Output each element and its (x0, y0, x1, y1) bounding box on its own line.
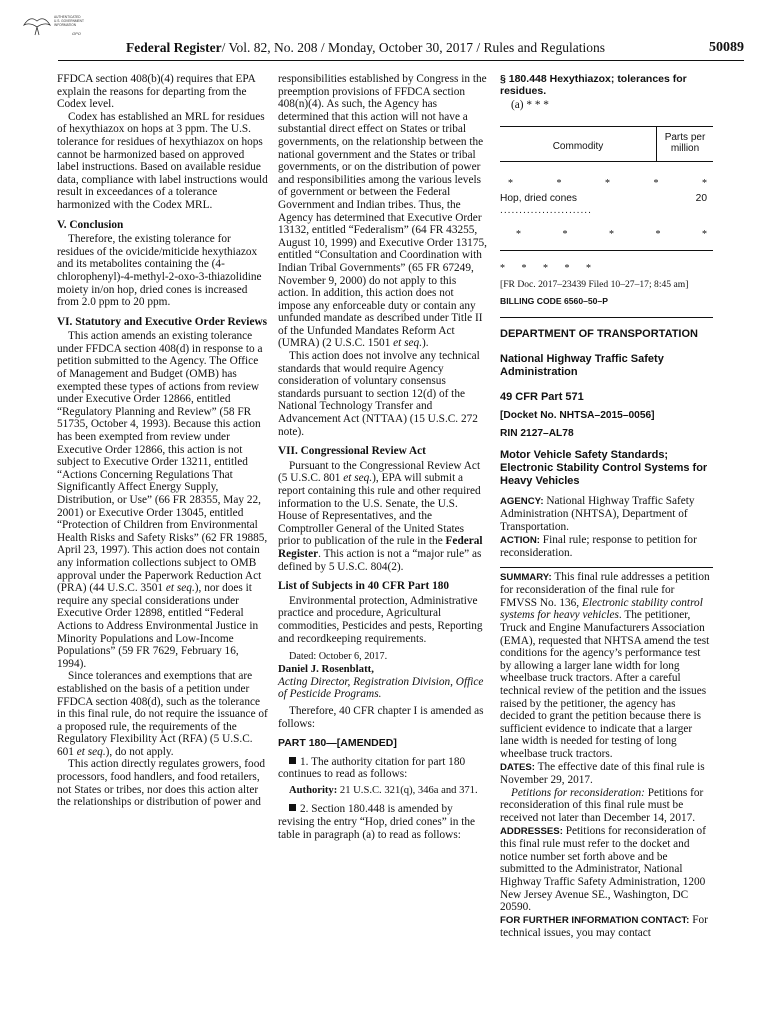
paragraph: Environmental protection, Administrative practice and procedure, Agricultural commodities, Pesticides and pests, Reporting and recordkeeping requirements. (278, 594, 483, 645)
table-header (500, 127, 713, 163)
department-name: DEPARTMENT OF TRANSPORTATION (500, 328, 698, 341)
publication-name: Federal Register (126, 40, 222, 55)
signer-name: Daniel J. Rosenblatt, (278, 663, 374, 676)
section-heading: VII. Congressional Review Act (278, 445, 426, 458)
summary-block: SUMMARY: This final rule addresses a petition for reconsideration of the final rule for FMVSS No. 136, Electronic stability control systems for heavy vehicles. The petitioner, Truck and Engine Manufacturers Association (EMA), requested that NHTSA amend the test conditions for the agency’s performance test by allowing a larger lane width for long wheelbase truck tractors. After a careful technical review of the petition and the issues raised by the petitioner, the agency has decided to grant the petition because there is sufficient evidence to indicate that a larger lane width is needed for testing of long wheelbase truck tractors. (500, 570, 710, 760)
svg-text:U.S. GOVERNMENT: U.S. GOVERNMENT (54, 19, 84, 23)
column-1 (57, 73, 268, 809)
bullet-square-icon (289, 804, 296, 811)
amendment-2: 2. Section 180.448 is amended by revising the entry “Hop, dried cones” in the table in paragraph (a) to read as follows: (278, 803, 476, 841)
paragraph: Therefore, the existing tolerance for residues of the ovicide/miticide hexythiazox and its metabolites containing the (4-chlorophenyl)-4-methyl-2-oxo-3-thiazolidine moiety in/on hop, dried cones is increased from 2.0 ppm to 20 ppm. (57, 233, 262, 309)
svg-text:INFORMATION: INFORMATION (54, 23, 77, 27)
paragraph: Since tolerances and exemptions that are established on the basis of a petition under FFDCA section 408(d), such as the tolerance in this final rule, do not require the issuance of a proposed rule, the requirements of the Regulatory Flexibility Act (RFA) (5 U.S.C. 601 et seq.), do not apply. (57, 670, 268, 758)
svg-text:GPO: GPO (72, 31, 81, 36)
svg-text:AUTHENTICATED: AUTHENTICATED (54, 15, 81, 19)
docket-number: [Docket No. NHTSA–2015–0056] (500, 409, 655, 421)
action-block: ACTION: Final rule; response to petition for reconsideration. (500, 533, 697, 560)
rin-number: RIN 2127–AL78 (500, 428, 574, 440)
part-heading: PART 180—[AMENDED] (278, 737, 397, 750)
fr-doc-line: [FR Doc. 2017–23439 Filed 10–27–17; 8:45 am] (500, 279, 689, 291)
table-omission-stars: * * * * * (516, 228, 707, 240)
running-head (126, 40, 605, 56)
paragraph: responsibilities established by Congress in the preemption provisions of FFDCA section 408(n)(4). As such, the Agency has determined that this action will not have a substantial direct effect on States or tribal governments, on the relationship between the national government and the States or tribal governments, or on the distribution of power and responsibilities among the various levels of government or between the Federal Government and Indian tribes. Thus, the Agency has determined that Executive Order 13132, entitled “Federalism” (64 FR 43255, August 10, 1999) and Executive Order 13175, entitled “Consultation and Coordination with Indian Tribal Governments” (65 FR 67249, November 9, 2000) do not apply to this action. In addition, this action does not impose any enforceable duty or contain any unfunded mandate as described under Title II of the Unfunded Mandates Reform Act (UMRA) (2 U.S.C. 1501 et seq.). (278, 73, 487, 350)
header-parts-per-million: Parts per million (664, 131, 706, 154)
table-row (500, 191, 713, 218)
paragraph: This action amends an existing tolerance under FFDCA section 408(d) in response to a petition submitted to the Agency. The Office of Management and Budget (OMB) has exempted these types of actions from review under Executive Order 12866, entitled “Regulatory Planning and Review” (58 FR 51735, October 4, 1993). Because this action has been exempted from review under Executive Order 12866, this action is not subject to Executive Order 13211, entitled “Actions Concerning Regulations That Significantly Affect Energy Supply, Distribution, or Use” (66 FR 28355, May 22, 2001) or Executive Order 13045, entitled “Protection of Children from Environmental Health Risks and Safety Risks” (62 FR 19885, April 23, 1997). This action does not contain any information collections subject to OMB approval under the Paperwork Reduction Act (PRA) (44 U.S.C. 3501 et seq.), nor does it require any special considerations under Executive Order 12898, entitled “Federal Actions to Address Environmental Justice in Minority Populations and Low-Income Populations” (59 FR 7629, February 16, 1994). (57, 330, 268, 670)
omission-stars: * * * * * (500, 262, 591, 274)
section-heading: VI. Statutory and Executive Order Reviews (57, 315, 268, 328)
column-2 (278, 73, 488, 841)
document-separator (500, 317, 713, 318)
commodity-cell: Hop, dried cones ........................ (500, 192, 592, 217)
page-number: 50089 (709, 40, 744, 55)
paragraph: Therefore, 40 CFR chapter I is amended as follows: (278, 704, 484, 730)
billing-code: BILLING CODE 6560–50–P (500, 295, 608, 306)
header-commodity: Commodity (500, 127, 657, 162)
authority-citation: Authority: 21 U.S.C. 321(q), 346a and 371. (289, 784, 478, 796)
regulation-section-heading: § 180.448 Hexythiazox; tolerances for residues. (500, 73, 687, 97)
issue-details: / Vol. 82, No. 208 / Monday, October 30, 2017 / Rules and Regulations (221, 40, 605, 55)
petitions-block: Petitions for reconsideration: Petitions for reconsideration of this final rule must be received not later than December 14, 2017. (500, 786, 704, 824)
contact-block: FOR FURTHER INFORMATION CONTACT: For technical issues, you may contact (500, 913, 708, 940)
dates-block: DATES: The effective date of this final rule is November 29, 2017. (500, 760, 705, 787)
paragraph: Pursuant to the Congressional Review Act (5 U.S.C. 801 et seq.), EPA will submit a report containing this rule and other required information to the U.S. Senate, the U.S. House of Representatives, and the Comptroller General of the United States prior to publication of the rule in the Federal Register. This action is not a “major rule” as defined by 5 U.S.C. 804(2). (278, 459, 483, 573)
tolerance-table (500, 126, 713, 251)
agency-block: AGENCY: National Highway Traffic Safety Administration (NHTSA), Department of Transportation. (500, 494, 695, 533)
header-rule (58, 60, 744, 61)
agency-name: National Highway Traffic Safety Administration (500, 352, 664, 378)
eagle-icon (24, 19, 50, 35)
ppm-cell: 20 (695, 192, 707, 204)
amendment-1: 1. The authority citation for part 180 continues to read as follows: (278, 755, 466, 781)
gpo-authentication-seal (20, 12, 100, 38)
signer-title: Acting Director, Registration Division, Office of Pesticide Programs. (278, 675, 484, 701)
column-3 (500, 73, 713, 940)
dated-line: Dated: October 6, 2017. (289, 651, 388, 663)
paragraph: This action directly regulates growers, food processors, food handlers, and food retailers, not States or tribes, nor does this action alter the relationships or distribution of power and (57, 758, 266, 809)
bullet-square-icon (289, 757, 296, 764)
section-heading: V. Conclusion (57, 218, 124, 231)
table-omission-stars: * * * * * (508, 178, 707, 190)
paragraph: FFDCA section 408(b)(4) requires that EPA explain the reasons for departing from the Codex level. (57, 73, 256, 111)
section-heading: List of Subjects in 40 CFR Part 180 (278, 580, 450, 593)
running-header (0, 38, 768, 58)
cfr-part: 49 CFR Part 571 (500, 390, 584, 403)
paragraph-a: (a) * * * (511, 99, 549, 111)
paragraph: This action does not involve any technical standards that would require Agency consideration of voluntary consensus standards pursuant to section 12(d) of the National Technology Transfer and Advancement Act (NTTAA) (15 U.S.C. 272 note). (278, 350, 480, 438)
addresses-block: ADDRESSES: Petitions for reconsideration of this final rule must refer to the docket and notice number set forth above and be submitted to the Administrator, National Highway Traffic Safety Administration, 1200 New Jersey Avenue SE., Washington, DC 20590. (500, 824, 706, 914)
paragraph: Codex has established an MRL for residues of hexythiazox on hops at 3 ppm. The U.S. tolerance for residues of hexythiazox on hops cannot be harmonized based on approved label instructions. Based on available residue data, compliance with label instructions would result in exceedances of a tolerance harmonized with the Codex MRL. (57, 110, 268, 211)
rule-title: Motor Vehicle Safety Standards; Electronic Stability Control Systems for Heavy Vehicles (500, 448, 708, 487)
